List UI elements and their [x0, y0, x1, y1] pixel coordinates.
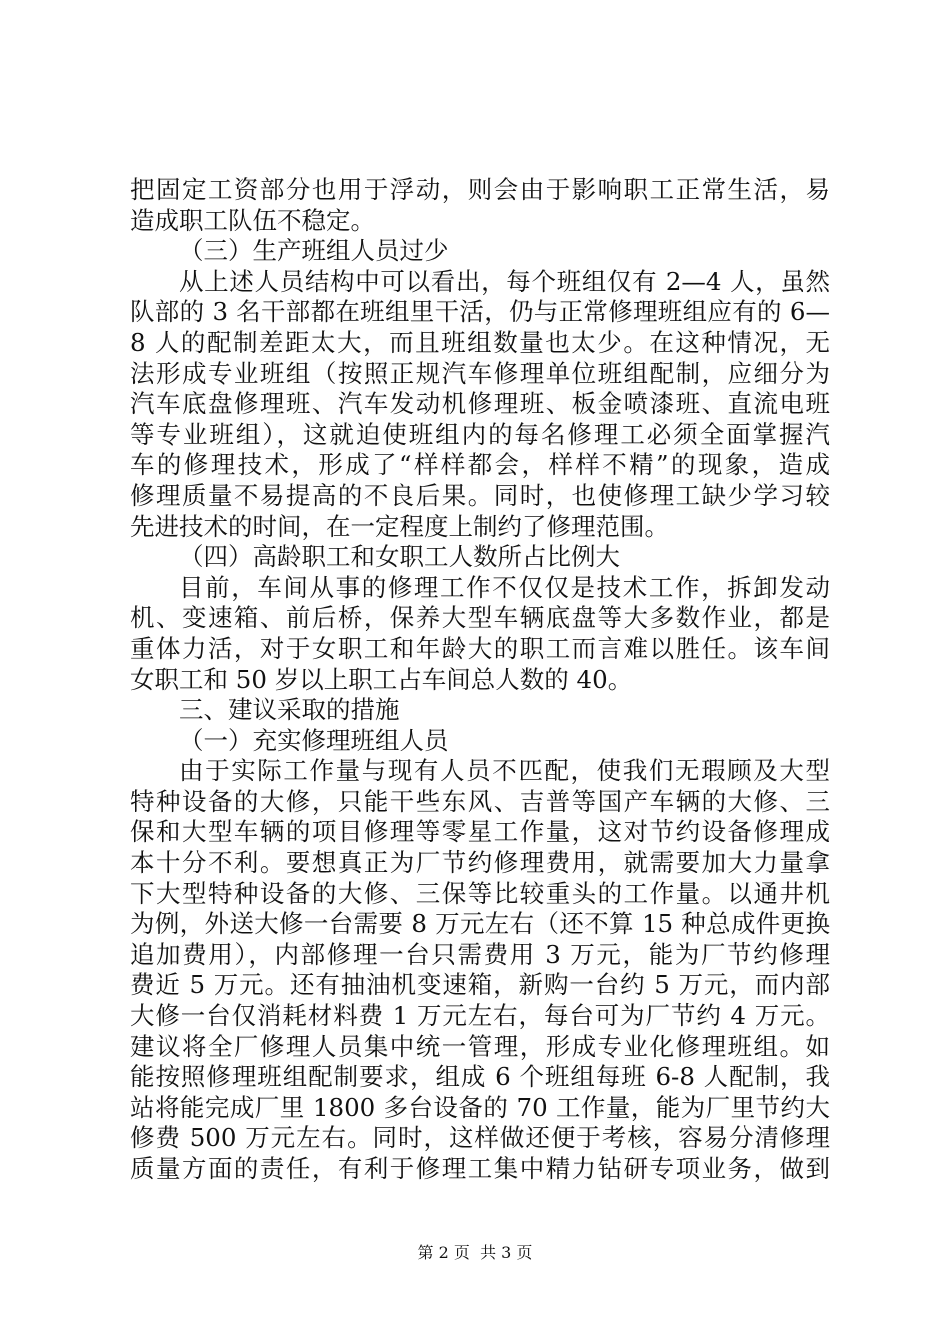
paragraph-line: 从上述人员结构中可以看出，每个班组仅有 2—4 人，虽然: [179, 266, 830, 296]
section-heading: （四）高龄职工和女职工人数所占比例大: [179, 542, 620, 572]
paragraph-line: 把固定工资部分也用于浮动，则会由于影响职工正常生活，易: [130, 175, 830, 204]
paragraph-line: 由于实际工作量与现有人员不匹配，使我们无瑕顾及大型: [179, 756, 830, 786]
paragraph-line: 质量方面的责任，有利于修理工集中精力钻研专项业务，做到: [130, 1154, 830, 1183]
paragraph-line: 队部的 3 名干部都在班组里干活，仍与正常修理班组应有的 6—: [130, 297, 830, 327]
paragraph-line: 大修一台仅消耗材料费 1 万元左右，每台可为厂节约 4 万元。: [130, 1001, 830, 1031]
paragraph-line: 修费 500 万元左右。同时，这样做还便于考核，容易分清修理: [130, 1123, 830, 1153]
paragraph-line: 追加费用），内部修理一台只需费用 3 万元，能为厂节约修理: [130, 939, 830, 969]
paragraph-line: 机、变速箱、前后桥，保养大型车辆底盘等大多数作业，都是: [130, 603, 830, 633]
paragraph-line: 8 人的配制差距太大，而且班组数量也太少。在这种情况，无: [130, 327, 830, 357]
paragraph-line: 造成职工队伍不稳定。: [130, 205, 375, 235]
paragraph-line: 目前，车间从事的修理工作不仅仅是技术工作，拆卸发动: [179, 572, 830, 602]
paragraph-line: 法形成专业班组（按照正规汽车修理单位班组配制，应细分为: [130, 358, 830, 388]
paragraph-line: 下大型特种设备的大修、三保等比较重头的工作量。以通井机: [130, 878, 830, 908]
paragraph-line: 先进技术的时间，在一定程度上制约了修理范围。: [130, 511, 669, 541]
paragraph-line: 特种设备的大修，只能干些东风、吉普等国产车辆的大修、三: [130, 786, 830, 816]
section-heading: 三、建议采取的措施: [179, 695, 400, 725]
section-heading: （一）充实修理班组人员: [179, 725, 449, 755]
paragraph-line: 重体力活，对于女职工和年龄大的职工而言难以胜任。该车间: [130, 633, 830, 663]
paragraph-line: 建议将全厂修理人员集中统一管理，形成专业化修理班组。如: [130, 1031, 830, 1061]
paragraph-line: 修理质量不易提高的不良后果。同时，也使修理工缺少学习较: [130, 480, 830, 510]
section-heading: （三）生产班组人员过少: [179, 236, 449, 266]
paragraph-line: 站将能完成厂里 1800 多台设备的 70 工作量，能为厂里节约大: [130, 1092, 830, 1122]
paragraph-line: 费近 5 万元。还有抽油机变速箱，新购一台约 5 万元，而内部: [130, 970, 830, 1000]
paragraph-line: 女职工和 50 岁以上职工占车间总人数的 40。: [130, 664, 633, 694]
paragraph-line: 等专业班组），这就迫使班组内的每名修理工必须全面掌握汽: [130, 419, 830, 449]
paragraph-line: 汽车底盘修理班、汽车发动机修理班、板金喷漆班、直流电班: [130, 389, 830, 419]
paragraph-line: 为例，外送大修一台需要 8 万元左右（还不算 15 种总成件更换: [130, 909, 830, 939]
document-body: [130, 175, 830, 1185]
page-footer: 第 2 页 共 3 页: [417, 1243, 533, 1262]
paragraph-line: 车的修理技术，形成了“样样都会，样样不精”的现象，造成: [130, 450, 830, 480]
paragraph-line: 能按照修理班组配制要求，组成 6 个班组每班 6-8 人配制，我: [130, 1062, 830, 1092]
paragraph-line: 本十分不利。要想真正为厂节约修理费用，就需要加大力量拿: [130, 848, 830, 878]
paragraph-line: 保和大型车辆的项目修理等零星工作量，这对节约设备修理成: [130, 817, 830, 847]
